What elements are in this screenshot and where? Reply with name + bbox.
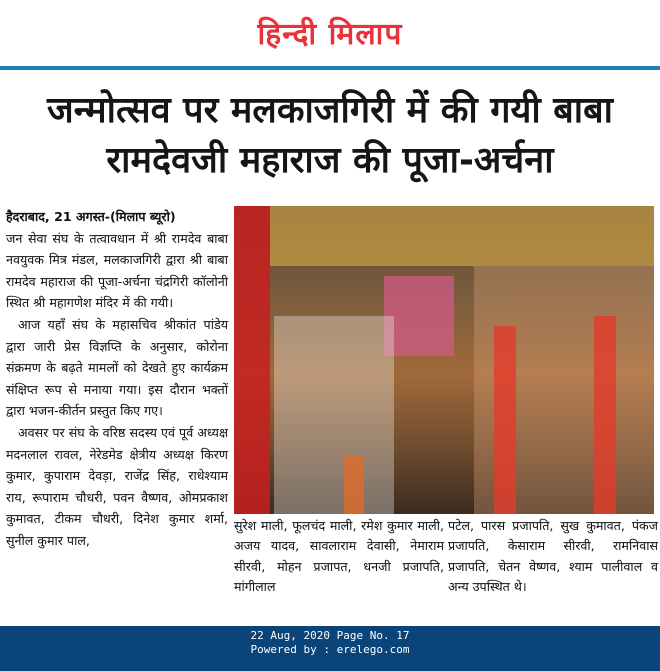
newspaper-title: हिन्दी मिलाप <box>257 17 403 52</box>
paragraph-3: अवसर पर संघ के वरिष्ठ सदस्य एवं पूर्व अध्यक्ष मदनलाल रावल, नेरेडमेड क्षेत्रीय अध्यक्ष किरण कुमार, कुपाराम देवड़ा, राजेंद्र सिंह, राधेश्याम राय, रूपाराम चौधरी, पवन वैष्णव, ओमप्रकाश कुमावत, टीकम चौधरी, दिनेश कुमार शर्मा, सुनील कुमार पाल, <box>6 424 228 548</box>
article-column-3: पटेल, पारस प्रजापति, सुख कुमावत, पंकज प्रजापति, केसाराम सीरवी, रामनिवास प्रजापति, चेतन वेष्णव, श्याम पालीवाल व अन्य उपस्थित थे। <box>448 518 658 595</box>
headline-line-2: रामदेवजी महाराज की पूजा-अर्चना <box>106 140 554 181</box>
photo-altar <box>384 276 454 356</box>
dateline: हैदराबाद, 21 अगस्त-(मिलाप ब्यूरो) <box>6 209 176 224</box>
photo-wall-top <box>270 206 654 266</box>
footer-date-page: 22 Aug, 2020 Page No. 17 <box>250 629 410 642</box>
article-headline <box>0 86 660 186</box>
photo-group-left <box>274 316 394 514</box>
headline-line-1: जन्मोत्सव पर मलकाजगिरी में की गयी बाबा <box>46 90 614 131</box>
masthead-rule <box>0 66 660 70</box>
paragraph-1: जन सेवा संघ के तत्वावधान में श्री रामदेव बाबा नवयुवक मित्र मंडल, मलकाजगिरी द्वारा श्री बाबा रामदेव महाराज की पूजा-अर्चना चंद्रगिरी कॉलोनी स्थित श्री महागणेश मंदिर में की गयी। <box>6 230 228 311</box>
paragraph-2: आज यहाँ संघ के महासचिव श्रीकांत पांडेय द्वारा जारी प्रेस विज्ञप्ति के अनुसार, कोरोना संक्रमण के बढ़ते मामलों को देखते हुए कार्यक्रम संक्षिप्त रूप से मनाया गया। इस दौरान भक्तों द्वारा भजन-कीर्तन प्रस्तुत किए गए। <box>6 316 228 419</box>
footer-strip <box>0 660 660 671</box>
footer-powered-by: Powered by : erelego.com <box>250 643 410 656</box>
photo-sash-1 <box>494 326 516 514</box>
masthead <box>0 0 660 62</box>
photo-sash-2 <box>594 316 616 514</box>
photo-sash-3 <box>344 456 364 514</box>
article-column-1 <box>6 206 228 552</box>
page-footer <box>0 626 660 660</box>
article-photo <box>234 206 654 514</box>
article-column-2: सुरेश माली, फूलचंद माली, रमेश कुमार माली, अजय यादव, सावलाराम देवासी, नेमाराम सीरवी, मोहन प्रजापत, धनजी प्रजापति, मांगीलाल <box>234 518 444 595</box>
photo-red-banner <box>234 206 270 514</box>
